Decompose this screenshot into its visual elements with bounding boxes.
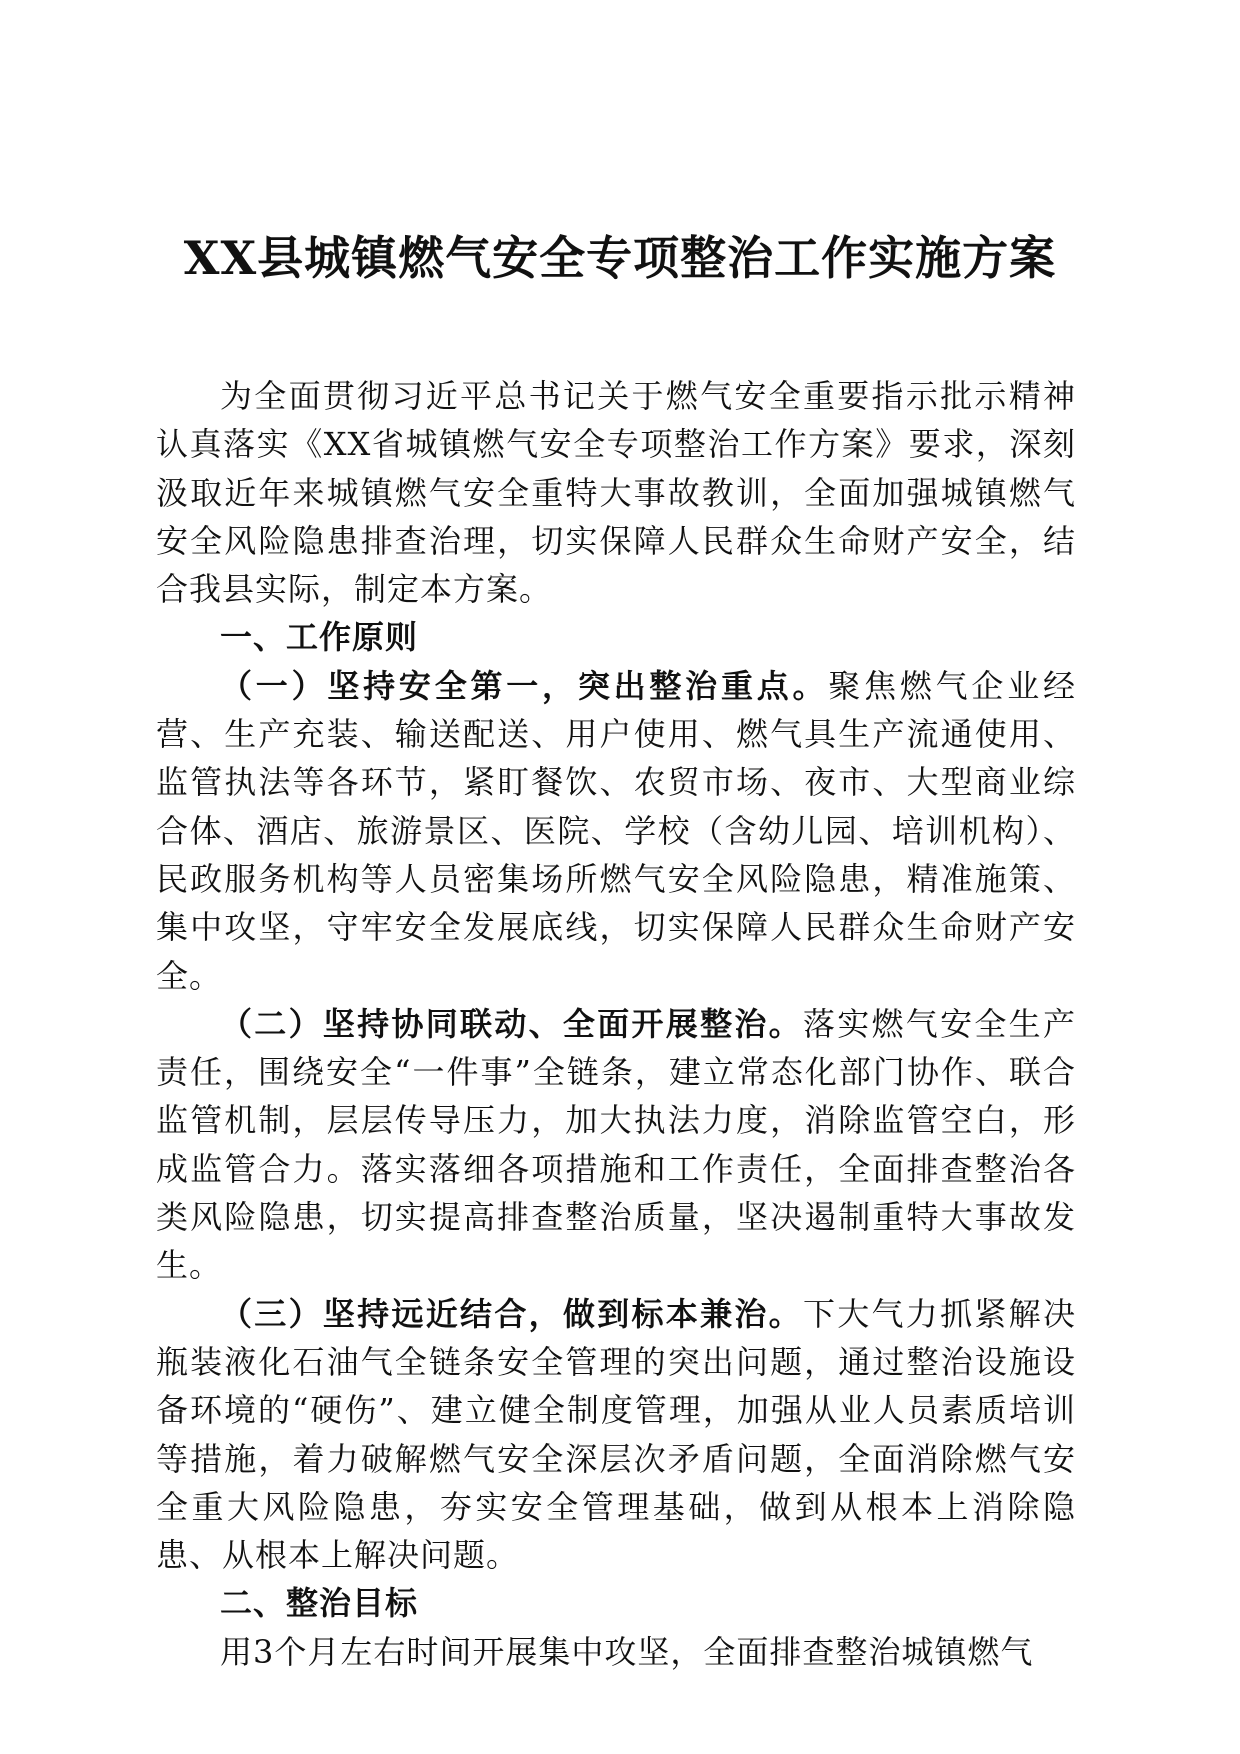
principle-text-3: 下大气力抓紧解决瓶装液化石油气全链条安全管理的突出问题，通过整治设施设备环境的“硬伤”、建立健全制度管理，加强从业人员素质培训等措施，着力破解燃气安全深层次矛盾问题，全面消除燃气安全重大风险隐患，夯实安全管理基础，做到从根本上消除隐患、从根本上解决问题。 [156, 1294, 1076, 1575]
section-heading-goals: 二、整治目标 [220, 1584, 419, 1623]
principle-lead-3: （三）坚持远近结合，做到标本兼治。 [220, 1294, 803, 1333]
principle-paragraph-3 [156, 1290, 1076, 1580]
principle-lead-2: （二）坚持协同联动、全面开展整治。 [220, 1004, 803, 1043]
principle-text-2: 落实燃气安全生产责任，围绕安全“一件事”全链条，建立常态化部门协作、联合监管机制，层层传导压力，加大执法力度，消除监管空白，形成监管合力。落实落细各项措施和工作责任，全面排查整治各类风险隐患，切实提高排查整治质量，坚决遏制重特大事故发生。 [156, 1004, 1076, 1285]
principle-paragraph-2 [156, 1000, 1076, 1290]
section-heading-principles: 一、工作原则 [220, 618, 419, 657]
intro-paragraph: 为全面贯彻习近平总书记关于燃气安全重要指示批示精神认真落实《XX省城镇燃气安全专项整治工作方案》要求，深刻汲取近年来城镇燃气安全重特大事故教训，全面加强城镇燃气安全风险隐患排查治理，切实保障人民群众生命财产安全，结合我县实际，制定本方案。 [156, 377, 1076, 609]
principle-paragraph-1 [156, 662, 1076, 1000]
goals-paragraph: 用3个月左右时间开展集中攻坚，全面排查整治城镇燃气 [220, 1632, 1034, 1671]
document-body [156, 372, 1076, 1676]
principle-lead-1: （一）坚持安全第一，突出整治重点。 [220, 666, 829, 705]
document-title: XX县城镇燃气安全专项整治工作实施方案 [183, 231, 1057, 285]
principle-text-1: 聚焦燃气企业经营、生产充装、输送配送、用户使用、燃气具生产流通使用、监管执法等各环节，紧盯餐饮、农贸市场、夜市、大型商业综合体、酒店、旅游景区、医院、学校（含幼儿园、培训机构）、民政服务机构等人员密集场所燃气安全风险隐患，精准施策、集中攻坚，守牢安全发展底线，切实保障人民群众生命财产安全。 [156, 666, 1076, 995]
